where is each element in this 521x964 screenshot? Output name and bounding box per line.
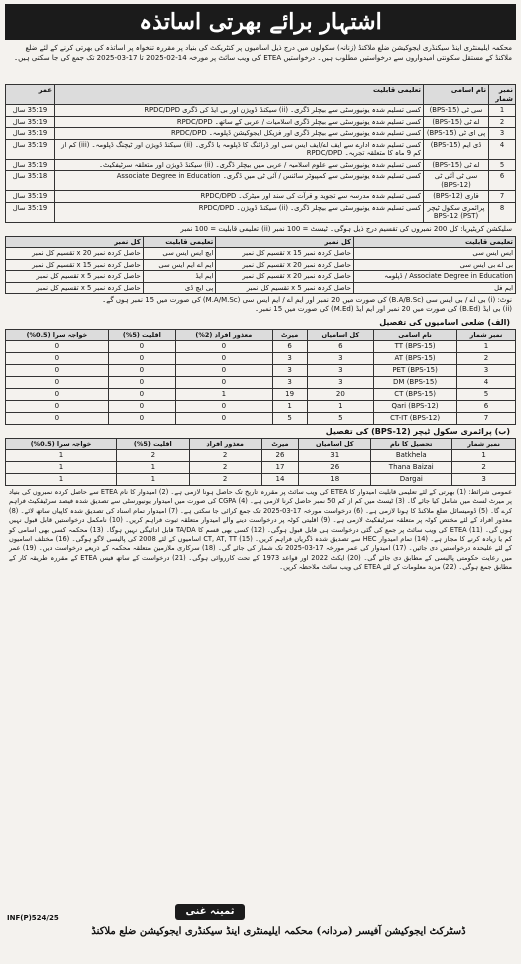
- grid-cell: 6: [307, 341, 374, 353]
- merit-note: سلیکشن کریٹیریا: کل 200 نمبروں کی تقسیم درج ذیل ہوگی۔ ٹیسٹ = 100 نمبر (ii) تعلیمی قابلیت = 100 نمبر: [180, 224, 512, 233]
- post-name: سی ٹی آئی ٹی (BPS-12): [424, 171, 489, 191]
- merit-col-total: کل نمبر: [6, 236, 144, 248]
- post-no: 2: [489, 116, 516, 128]
- grid-header: کل اسامیاں: [307, 330, 374, 341]
- grid-cell: 0: [6, 401, 109, 413]
- post-no: 8: [489, 202, 516, 222]
- grid-cell: 0: [108, 389, 175, 401]
- grid-cell: 5: [307, 413, 374, 425]
- grid-cell: 1: [307, 401, 374, 413]
- grid-cell: 2: [189, 474, 261, 486]
- merit-cell: ایم ایڈ: [143, 271, 216, 283]
- grid-cell: 0: [108, 413, 175, 425]
- post-qualification: کسی تسلیم شدہ مدرسہ سے تجوید و قرآت کی سند اور میٹرک۔ RPDC/DPD: [55, 191, 424, 203]
- grid-cell: Qari (BPS-12): [374, 401, 457, 413]
- grid-cell: 1: [6, 462, 117, 474]
- merit-col-degree: تعلیمی قابلیت: [353, 236, 515, 248]
- post-no: 3: [489, 128, 516, 140]
- grid-cell: 3: [307, 377, 374, 389]
- grid-cell: 18: [299, 474, 371, 486]
- advertisement-page: [5, 4, 516, 956]
- grid-cell: 0: [6, 389, 109, 401]
- grid-cell: 3: [272, 365, 307, 377]
- merit-cell: حاصل کردہ نمبر x 5 تقسیم کل نمبر: [6, 271, 144, 283]
- post-name: ڈی ایم (BPS-15): [424, 139, 489, 159]
- grid-cell: 0: [6, 341, 109, 353]
- grid-cell: 14: [261, 474, 299, 486]
- merit-cell: پی ایچ ڈی: [143, 282, 216, 294]
- table-row: [6, 462, 516, 474]
- merit-cell: حاصل کردہ نمبر x 20 تقسیم کل نمبر: [216, 271, 354, 283]
- col-age: عمر: [6, 85, 55, 105]
- grid-cell: Batkhela: [371, 450, 452, 462]
- post-age: 35:19 سال: [6, 202, 55, 222]
- table-row: [6, 259, 516, 271]
- post-no: 1: [489, 105, 516, 117]
- grid-cell: Dargai: [371, 474, 452, 486]
- post-qualification: کسی تسلیم شدہ یونیورسٹی سے بیچلر ڈگری۔ (ii) سیکنڈ ڈویژن اور بی ایڈ کی ڈگری RPDC/DPD: [55, 105, 424, 117]
- officer-name: ثمینہ غنی: [175, 904, 245, 920]
- post-qualification: کسی تسلیم شدہ یونیورسٹی سے کمپیوٹر سائنس / آئی ٹی میں ڈگری۔ Associate Degree in Education: [55, 171, 424, 191]
- grid-cell: 31: [299, 450, 371, 462]
- grid-header: نام اسامی: [374, 330, 457, 341]
- col-qualification: تعلیمی قابلیت: [55, 85, 424, 105]
- post-qualification: کسی تسلیم شدہ یونیورسٹی سے بیچلر ڈگری اور فزیکل ایجوکیشن ڈپلومہ۔ RPDC/DPD: [55, 128, 424, 140]
- grid-cell: 2: [452, 462, 516, 474]
- post-age: 35:19 سال: [6, 139, 55, 159]
- grid-header: اقلیت (5%): [117, 439, 190, 450]
- officer-title: ڈسٹرکٹ ایجوکیشن آفیسر (مردانہ) محکمہ ایلیمنٹری اینڈ سیکنڈری ایجوکیشن ضلع ملاکنڈ: [91, 926, 466, 937]
- grid-cell: Thana Baizai: [371, 462, 452, 474]
- advertisement-title: اشتہار برائے بھرتی اساتذہ: [5, 4, 516, 40]
- grid-cell: 0: [108, 353, 175, 365]
- grid-cell: 1: [117, 474, 190, 486]
- post-no: 5: [489, 159, 516, 171]
- grid-cell: 0: [175, 413, 272, 425]
- table-row: [6, 202, 516, 222]
- grid-cell: 1: [457, 341, 516, 353]
- grid-cell: 3: [457, 365, 516, 377]
- grid-cell: 1: [452, 450, 516, 462]
- merit-table: [5, 236, 516, 295]
- grid-cell: CT (BPS-15): [374, 389, 457, 401]
- grid-cell: 5: [272, 413, 307, 425]
- post-age: 35:19 سال: [6, 191, 55, 203]
- post-qualification: کسی تسلیم شدہ یونیورسٹی سے بیچلر ڈگری۔ (ii) سیکنڈ ڈویژن۔ RPDC/DPD: [55, 202, 424, 222]
- pst-table-title: (ب) پرائمری سکول ٹیچر (BPS-12) کی تفصیل: [325, 427, 510, 436]
- grid-cell: 26: [261, 450, 299, 462]
- grid-header: نمبر شمار: [452, 439, 516, 450]
- grid-header: خواجہ سرا (0.5%): [6, 330, 109, 341]
- merit-cell: Associate Degree in Education / ڈپلومہ: [353, 271, 515, 283]
- grid-header: میرٹ: [261, 439, 299, 450]
- district-table: [5, 329, 516, 425]
- table-row: [6, 341, 516, 353]
- merit-cell: ایچ ایس ایس سی: [143, 248, 216, 260]
- grid-cell: 1: [6, 474, 117, 486]
- grid-cell: 3: [272, 377, 307, 389]
- table-row: [6, 377, 516, 389]
- table-row: [6, 191, 516, 203]
- reference-number: INF(P)524/25: [7, 914, 59, 922]
- grid-cell: AT (BPS-15): [374, 353, 457, 365]
- merit-cell: بی اے بی ایس سی: [353, 259, 515, 271]
- post-qualification: کسی تسلیم شدہ یونیورسٹی سے بیچلر ڈگری اسلامیات / عربی کے ساتھ۔ RPDC/DPD: [55, 116, 424, 128]
- grid-cell: PET (BPS-15): [374, 365, 457, 377]
- merit-cell: ایم اے ایم ایس سی: [143, 259, 216, 271]
- grid-cell: 0: [108, 341, 175, 353]
- table-row: [6, 413, 516, 425]
- table-row: [6, 171, 516, 191]
- merit-cell: ایم فل: [353, 282, 515, 294]
- table-row: [6, 389, 516, 401]
- grid-header: کل اسامیاں: [299, 439, 371, 450]
- grid-cell: 17: [261, 462, 299, 474]
- grid-cell: 3: [307, 365, 374, 377]
- pst-table: [5, 438, 516, 486]
- col-no: نمبر شمار: [489, 85, 516, 105]
- district-table-title: (الف) ضلعی اسامیوں کی تفصیل: [379, 318, 510, 327]
- posts-table: [5, 84, 516, 223]
- notes-block: [5, 294, 516, 316]
- grid-cell: 0: [6, 377, 109, 389]
- table-row: [6, 116, 516, 128]
- grid-cell: 1: [6, 450, 117, 462]
- grid-cell: 1: [272, 401, 307, 413]
- merit-col-marks: کل نمبر: [216, 236, 354, 248]
- grid-cell: DM (BPS-15): [374, 377, 457, 389]
- grid-cell: TT (BPS-15): [374, 341, 457, 353]
- table-row: [6, 105, 516, 117]
- grid-header: نمبر شمار: [457, 330, 516, 341]
- grid-cell: 3: [307, 353, 374, 365]
- post-name: پی ای ٹی (BPS-15): [424, 128, 489, 140]
- grid-cell: 0: [108, 365, 175, 377]
- grid-cell: 6: [272, 341, 307, 353]
- post-name: اے ٹی (BPS-15): [424, 159, 489, 171]
- col-name: نام اسامی: [424, 85, 489, 105]
- table-row: [6, 353, 516, 365]
- grid-header: تحصیل کا نام: [371, 439, 452, 450]
- post-age: 35:19 سال: [6, 116, 55, 128]
- grid-cell: 0: [6, 365, 109, 377]
- grid-cell: 7: [457, 413, 516, 425]
- grid-cell: 2: [189, 462, 261, 474]
- note-line: (ii) بی ایڈ (B.Ed) کی صورت میں 20 نمبر اور ایم ایڈ (M.Ed) کی صورت میں 15 نمبر۔: [254, 305, 512, 313]
- grid-cell: 0: [175, 377, 272, 389]
- merit-cell: حاصل کردہ نمبر x 5 تقسیم کل نمبر: [216, 282, 354, 294]
- post-qualification: کسی تسلیم شدہ یونیورسٹی سے علوم اسلامیہ / عربی میں بیچلر ڈگری۔ (ii) سیکنڈ ڈویژن اور متعلقہ سرٹیفکیٹ۔: [55, 159, 424, 171]
- table-row: [6, 139, 516, 159]
- merit-col-qual: تعلیمی قابلیت: [143, 236, 216, 248]
- post-name: سی ٹی (BPS-15): [424, 105, 489, 117]
- table-row: [6, 128, 516, 140]
- grid-cell: 5: [457, 389, 516, 401]
- table-row: [6, 401, 516, 413]
- grid-cell: 0: [6, 413, 109, 425]
- grid-cell: 2: [457, 353, 516, 365]
- merit-cell: حاصل کردہ نمبر x 20 تقسیم کل نمبر: [216, 259, 354, 271]
- grid-cell: 0: [175, 365, 272, 377]
- grid-cell: CT-IT (BPS-12): [374, 413, 457, 425]
- grid-cell: 19: [272, 389, 307, 401]
- post-no: 4: [489, 139, 516, 159]
- table-row: [6, 365, 516, 377]
- note-line: نوٹ: (i) بی اے / بی ایس سی (B.A/B.Sc) کی صورت میں 20 نمبر اور ایم اے / ایم ایس سی (M.A/M.Sc) کی صورت میں 15 نمبر ہوں گے۔: [102, 296, 512, 304]
- merit-cell: حاصل کردہ نمبر x 20 تقسیم کل نمبر: [6, 248, 144, 260]
- grid-cell: 3: [272, 353, 307, 365]
- post-name: قاری (BPS-12): [424, 191, 489, 203]
- post-age: 35:19 سال: [6, 159, 55, 171]
- table-row: [6, 282, 516, 294]
- grid-cell: 26: [299, 462, 371, 474]
- grid-cell: 6: [457, 401, 516, 413]
- grid-cell: 1: [117, 462, 190, 474]
- merit-cell: ایس ایس سی: [353, 248, 515, 260]
- post-no: 7: [489, 191, 516, 203]
- footer: [5, 898, 516, 956]
- grid-cell: 2: [189, 450, 261, 462]
- table-row: [6, 271, 516, 283]
- post-age: 35:18 سال: [6, 171, 55, 191]
- grid-cell: 0: [6, 353, 109, 365]
- district-header-row: [6, 330, 516, 341]
- post-name: پرائمری سکول ٹیچر BPS-12 (PST): [424, 202, 489, 222]
- grid-cell: 20: [307, 389, 374, 401]
- table-row: [6, 248, 516, 260]
- grid-cell: 0: [108, 377, 175, 389]
- intro-paragraph: محکمہ ایلیمنٹری اینڈ سیکنڈری ایجوکیشن ضلع ملاکنڈ (زنانہ) سکولوں میں درج ذیل اسامیوں پر کنٹریکٹ کی بنیاد پر مقررہ تنخواہ پر اساتذہ کی بھرتی کرنے کے لئے ضلع ملاکنڈ کے مستقل سکونتی امیدواروں سے درخواستیں مطلوب ہیں۔ درخواستیں ETEA کی ویب سائٹ پر مورخہ 14-02-2025 تا 17-03-2025 تک جمع کی جا سکتی ہیں۔: [14, 44, 512, 62]
- grid-cell: 4: [457, 377, 516, 389]
- merit-cell: حاصل کردہ نمبر x 5 تقسیم کل نمبر: [6, 282, 144, 294]
- table-row: [6, 159, 516, 171]
- grid-header: خواجہ سرا (0.5%): [6, 439, 117, 450]
- post-no: 6: [489, 171, 516, 191]
- posts-body: [6, 105, 516, 223]
- post-qualification: کسی تسلیم شدہ ادارے سے ایف اے/ایف ایس سی اور ڈرائنگ کا ڈپلومہ یا ڈگری۔ (ii) سیکنڈ ڈویژن اور ٹیچنگ ڈپلومہ۔ (iii) کم از کم 9 ماہ کا متعلقہ تجربہ۔ RPDC/DPD: [55, 139, 424, 159]
- post-age: 35:19 سال: [6, 105, 55, 117]
- grid-header: معذور افراد: [189, 439, 261, 450]
- grid-cell: 0: [175, 341, 272, 353]
- table-row: [6, 474, 516, 486]
- grid-cell: 0: [108, 401, 175, 413]
- grid-cell: 3: [452, 474, 516, 486]
- grid-cell: 0: [175, 353, 272, 365]
- post-age: 35:19 سال: [6, 128, 55, 140]
- merit-cell: حاصل کردہ نمبر x 15 تقسیم کل نمبر: [216, 248, 354, 260]
- grid-header: اقلیت (5%): [108, 330, 175, 341]
- pst-header-row: [6, 439, 516, 450]
- district-body: [6, 341, 516, 425]
- table-row: [6, 450, 516, 462]
- general-terms: عمومی شرائط: (1) بھرتی کے لئے تعلیمی قابلیت امیدوار کا ETEA کی ویب سائٹ پر مقررہ تاریخ تک حاصل ہونا لازمی ہے۔ (2) امیدوار کا نام ETEA سے حاصل کردہ نمبروں کی بنیاد پر میرٹ لسٹ میں شامل کیا جائے گا۔ (3) ٹیسٹ میں کم از کم 50 نمبر حاصل کرنا لازمی ہے۔ (4) CGPA کی صورت میں امیدوار یونیورسٹی سے تصدیق شدہ فیصد سرٹیفکیٹ فراہم کرے گا۔ (5) ڈومیسائل ضلع ملاکنڈ کا ہونا لازمی ہے۔ (6) درخواست مورخہ 17-03-2025 تک جمع کرائی جا سکتی ہے۔ (7) امیدوار تمام اسناد کی تصدیق شدہ کاپیاں ساتھ لائے۔ (8) معذور افراد کے لئے مختص کوٹہ پر متعلقہ سرٹیفکیٹ لازمی ہے۔ (9) اقلیتی کوٹہ پر درخواست دینے والے امیدوار متعلقہ ثبوت فراہم کریں۔ (10) نامکمل درخواستیں قابل قبول نہیں ہوں گی۔ (11) ETEA کی ویب سائٹ پر جمع کی گئی درخواست ہی قابل قبول ہوگی۔ (12) کسی بھی قسم کا TA/DA قابل ادائیگی نہیں ہوگا۔ (13) محکمہ کسی بھی اسامی کو کم یا زیادہ کرنے کا مجاز ہے۔ (14) تمام امیدوار HEC سے تصدیق شدہ ڈگریاں فراہم کریں۔ (15) CT, AT, TT اسامیوں کے لئے 2008 کی پالیسی لاگو ہوگی۔ (16) مختلف اسامیوں کے لئے علیحدہ درخواستیں دی جائیں۔ (17) امیدوار کی عمر مورخہ 17-03-2025 تک شمار کی جائے گی۔ (18) سرکاری ملازمین متعلقہ محکمہ کے ذریعے درخواست دیں۔ (19) عمر میں رعایت حکومتی پالیسی کے مطابق دی جائے گی۔ (20) ایکٹ 2022 اور قواعد 1973 کے تحت کارروائی ہوگی۔ (21) درخواست کے ساتھ فیس ETEA کے مقررہ طریقہ کار کے مطابق جمع ہوگی۔ (22) مزید معلومات کے لئے ETEA کی ویب سائٹ ملاحظہ کریں۔: [9, 488, 513, 572]
- grid-header: میرٹ: [272, 330, 307, 341]
- merit-cell: حاصل کردہ نمبر x 15 تقسیم کل نمبر: [6, 259, 144, 271]
- grid-header: معذور افراد (2%): [175, 330, 272, 341]
- grid-cell: 0: [175, 401, 272, 413]
- post-name: اے ٹی (BPS-15): [424, 116, 489, 128]
- grid-cell: 1: [175, 389, 272, 401]
- grid-cell: 2: [117, 450, 190, 462]
- merit-body: [6, 248, 516, 294]
- pst-body: [6, 450, 516, 486]
